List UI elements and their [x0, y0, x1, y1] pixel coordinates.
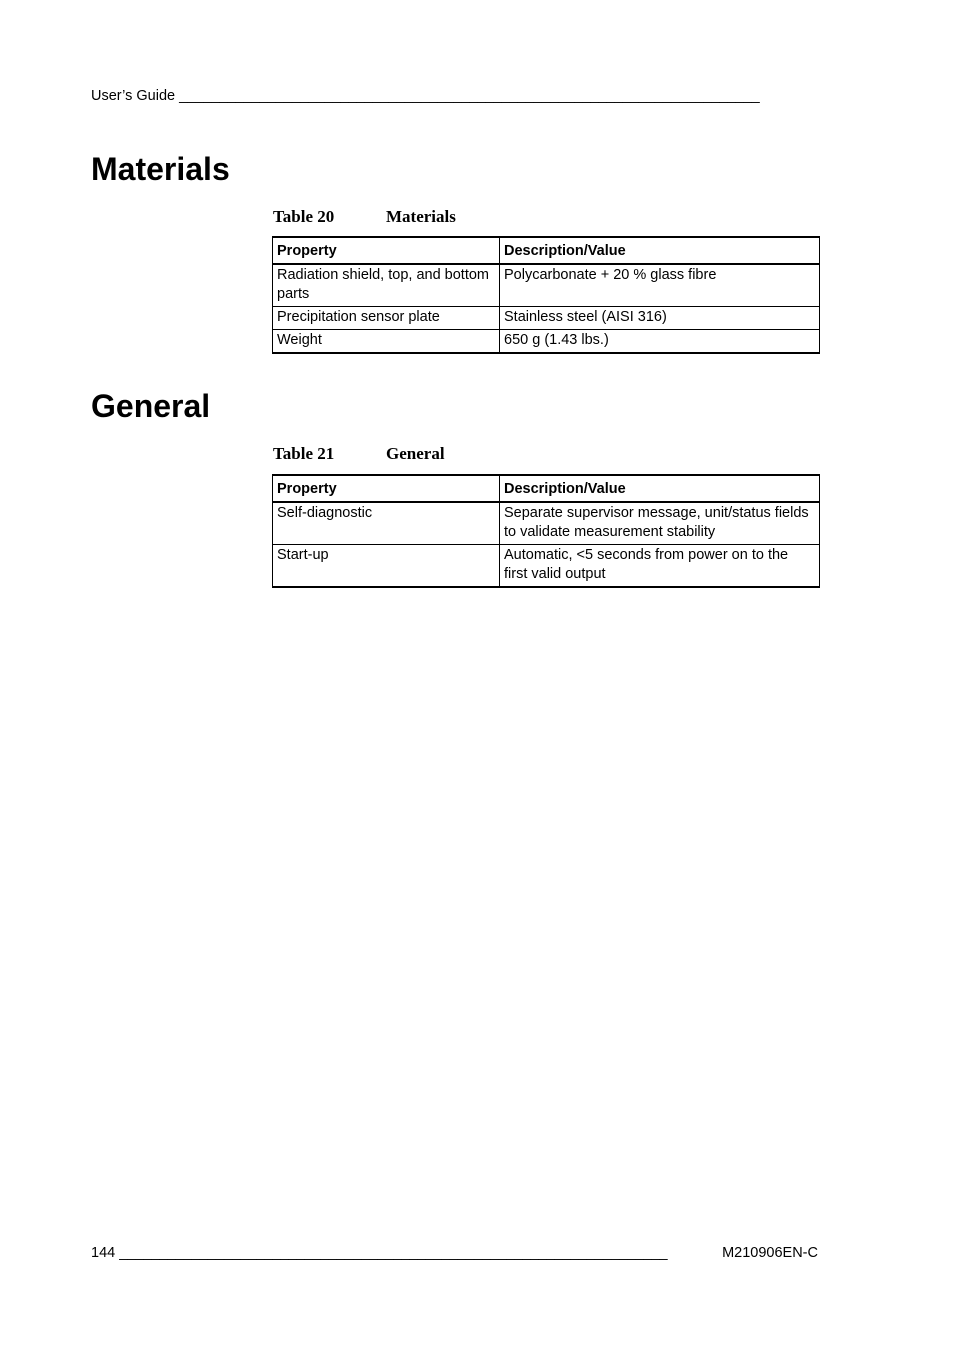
property-cell: Start-up	[273, 545, 500, 588]
property-cell: Self-diagnostic	[273, 502, 500, 545]
property-cell: Weight	[273, 330, 500, 354]
table-header-row	[273, 237, 820, 264]
document-code: M210906EN-C	[722, 1245, 818, 1261]
table-number: Table 20	[273, 207, 335, 226]
materials-table	[272, 236, 820, 354]
section-title-general: General	[91, 388, 211, 424]
running-footer	[91, 1243, 818, 1263]
column-header-property: Property	[273, 475, 500, 502]
column-header-description: Description/Value	[500, 475, 820, 502]
table-caption-general	[273, 444, 445, 464]
footer-rule: ____________________________________________________________________	[119, 1245, 668, 1261]
property-cell: Radiation shield, top, and bottom parts	[273, 264, 500, 307]
table-title: General	[386, 444, 445, 463]
section-title-materials: Materials	[91, 151, 230, 187]
general-table	[272, 474, 820, 588]
value-cell: Stainless steel (AISI 316)	[500, 307, 820, 330]
table-row	[273, 330, 820, 354]
property-cell: Precipitation sensor plate	[273, 307, 500, 330]
value-cell: Automatic, <5 seconds from power on to the first valid output	[500, 545, 820, 588]
column-header-property: Property	[273, 237, 500, 264]
table-title: Materials	[386, 207, 456, 226]
value-cell: Separate supervisor message, unit/status fields to validate measurement stability	[500, 502, 820, 545]
column-header-description: Description/Value	[500, 237, 820, 264]
table-header-row	[273, 475, 820, 502]
value-cell: Polycarbonate + 20 % glass fibre	[500, 264, 820, 307]
table-row	[273, 307, 820, 330]
running-header: User’s Guide ________________________________________________________________________	[91, 88, 760, 104]
table-row	[273, 264, 820, 307]
table-row	[273, 502, 820, 545]
table-row	[273, 545, 820, 588]
value-cell: 650 g (1.43 lbs.)	[500, 330, 820, 354]
table-number: Table 21	[273, 444, 335, 463]
table-caption-materials	[273, 207, 456, 227]
page-number: 144	[91, 1245, 116, 1261]
